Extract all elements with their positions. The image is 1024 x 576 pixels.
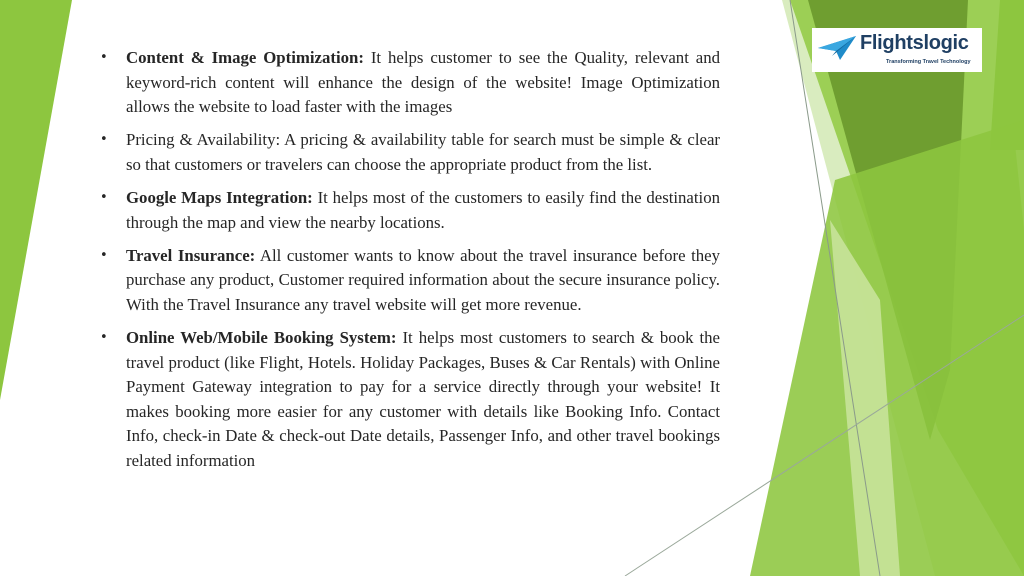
logo-name: Flightslogic: [860, 32, 969, 54]
bullet-icon: •: [100, 247, 108, 263]
item-text: Pricing & Availability: A pricing & availability table for search must be simple & clear so that customers or travelers can choose the appropriate product from the list.: [126, 130, 720, 174]
bullet-icon: •: [100, 50, 108, 65]
left-green-stripe: [0, 0, 72, 400]
item-text: It helps most of the customers to easily find the destination through the map and view the nearby locations.: [126, 187, 720, 232]
item-heading: Travel Insurance:: [126, 245, 256, 265]
bullet-icon: •: [100, 189, 108, 205]
list-item: [100, 326, 720, 474]
item-heading: Content & Image Optimization:: [126, 48, 364, 67]
paper-plane-icon: [818, 34, 858, 62]
feature-list: [100, 46, 720, 474]
list-item: [100, 128, 720, 177]
logo-tagline: Transforming Travel Technology: [886, 59, 971, 65]
item-text: It helps most customers to search & book the travel product (like Flight, Hotels. Holiday Packages, Buses & Car Rentals) with Online Payment Gateway integration to pay for a service directly through your website! It makes booking more easier for any customer with details like Booking Info. Contact Info, check-in Date & check-out Date details, Passenger Info, and other travel bookings related information: [126, 327, 720, 470]
item-text: It helps customer to see the Quality, relevant and keyword-rich content will enhance the design of the website! Image Optimization allows the website to load faster with the images: [126, 48, 720, 117]
bullet-icon: •: [100, 329, 108, 345]
list-item: [100, 244, 720, 318]
item-heading: Online Web/Mobile Booking System:: [126, 327, 397, 347]
bullet-icon: •: [100, 132, 108, 148]
item-text: All customer wants to know about the travel insurance before they purchase any product, Customer required information about the secure insurance policy. With the Travel Insurance any travel website will get more revenue.: [126, 245, 721, 314]
list-item: [100, 46, 720, 120]
slide-content: [100, 46, 720, 482]
flightslogic-logo: [818, 32, 978, 72]
list-item: [100, 186, 720, 235]
item-heading: Google Maps Integration:: [126, 187, 313, 207]
